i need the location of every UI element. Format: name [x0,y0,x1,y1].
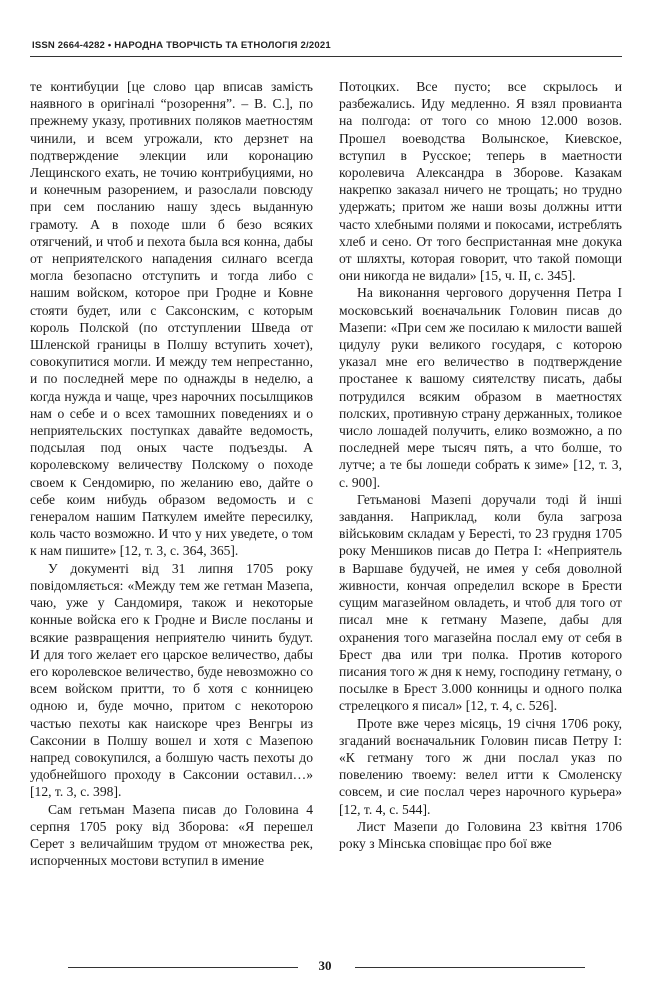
left-paragraph-1: те контибуции [це слово цар вписав замість наявного в оригіналі “розорення”. – В. С.], по прежнему указу, противних поляков маетностям чинили, и всем угрожали, кто дерзнет на подтверждение элекции или коронацию Лещинского ехать, не точию контрибуциями, но и конечным разорением, и разослали повсюду при сем посланию нашу здесь выданную грамоту. А в походе шли б безо всяких отягчений, и чтоб и пехота была вся конна, дабы от неприятелского нападения силнаго всегда могла безопасно отступить и тогда либо с нашим войском, которое при Гродне и Ковне стояти будет, или с Саксонским, с которым король Полской (по отступлении Шведа от Шленской границы в Полшу вступить хочет), совокупитися могли. И между тем непрестанно, и по последней мере по однажды в неделю, а когда нужда и чаще, чрез нарочних посылщиков нам о себе и о всех тамошних поведениях и о неприятельских поступках давайте ведомость, подсылая под оных часте подъезды. А королевскому величеству Полскому о походе своем к Сендомирю, по желанию ево, дайте о себе коим нибудь образом ведомость и с генералом нашим Паткулем имейте пересилку, коль часто возможно. И что у них уведете, о том к нам пишите» [12, т. 3, с. 364, 365]. [30,79,313,559]
page-footer [0,957,650,977]
page-number: 30 [318,958,332,973]
left-paragraph-2: У документі від 31 липня 1705 року повідомляється: «Между тем же гетман Мазепа, чаю, уже у Сандомиря, також и некоторые конные войска его к Гродне и Висле посланы и всякие развращения неприятелю чинить будут. И для того желает его царское величество, дабы его королевское величество, буде невозможно со всем войском притти, то б хотя с конницею одною и, буде мочно, притом с некоторою частью пехоты как наискоре чрез Венгры из Саксонии в Полшу вошел и хотя с Мазепою напред совокупился, а болшую часть пехоты до удобнейшого проходу в Саксонии оставил…» [12, т. 3, с. 398]. [30,560,313,800]
right-paragraph-2: На виконання чергового доручення Петра I московський воєначальник Головин писав до Мазепи: «При сем же посилаю к милости вашей цидулу руки великого государя, с которою указал мне его величество в подтверждение простанее к вашому сиятелству писать, дабы потрудился всяким образом в маетностях полских, противную страну держанных, толикое число лошадей получить, елико возможно, а по последней мере тысяч пять, а что болше, то лутче; а те бы лошеди собрать к зиме» [12, т. 3, с. 900]. [339,285,622,490]
right-paragraph-4: Проте вже через місяць, 19 січня 1706 року, згаданий воєначальник Головин писав Петру I: «К гетману того ж дни послал указ по повелению твоему: велел итти к Смоленску совсем, и сие послал через нарочного курьера» [12, т. 4, с. 544]. [339,715,622,817]
right-paragraph-5: Лист Мазепи до Головина 23 квітня 1706 року з Мінська сповіщає про бої вже [339,818,622,851]
running-header: ISSN 2664-4282 • НАРОДНА ТВОРЧІСТЬ ТА ЕТНОЛОГІЯ 2/2021 [32,40,331,51]
footer-rule-left [68,967,298,968]
left-paragraph-3: Сам гетьман Мазепа писав до Головина 4 серпня 1705 року від Зборова: «Я перешел Серет з величайшим трудом от множества рек, испорченных мостови вступил в имение [30,801,313,869]
left-column [30,78,313,869]
right-column [339,78,622,852]
right-paragraph-1: Потоцких. Все пусто; все скрылось и разбежались. Иду медленно. Я взял провианта на полгода: от того со мною 12.000 возов. Прошел воеводства Волынское, Киевское, вступил в Русское; теперь в маетности королевича Александра в Зборове. Казакам накрепко заказал ничего не трощать; но трудно удержать; притом же наши возы должны итти часто хлебными полями и покосами, истреблять хлеб и сено. От того беспристанная мне докука от шляхты, которая говорит, что такой помощи они никогда не видали» [15, ч. II, с. 345]. [339,79,622,284]
right-paragraph-3: Гетьманові Мазепі доручали тоді й інші завдання. Наприклад, коли була загроза військовим складам у Бересті, то 23 грудня 1705 року Меншиков писав до Петра I: «Неприятель в Варшаве будучей, не имея у себя доволной живности, кончая определил вскоре в Брести сущим магазейном овладеть, и чтоб для того от писал мне к гетману Мазепе, дабы для охранения того магазейна послал ему от себя в Брест два или три полка. Против которого писания того ж дня к нему, господину гетману, о посылке в Брест 3.000 конницы и одного полка стрелецкого я писал» [12, т. 4, с. 526]. [339,491,622,714]
footer-rule-right [355,967,585,968]
header-rule [30,56,622,57]
